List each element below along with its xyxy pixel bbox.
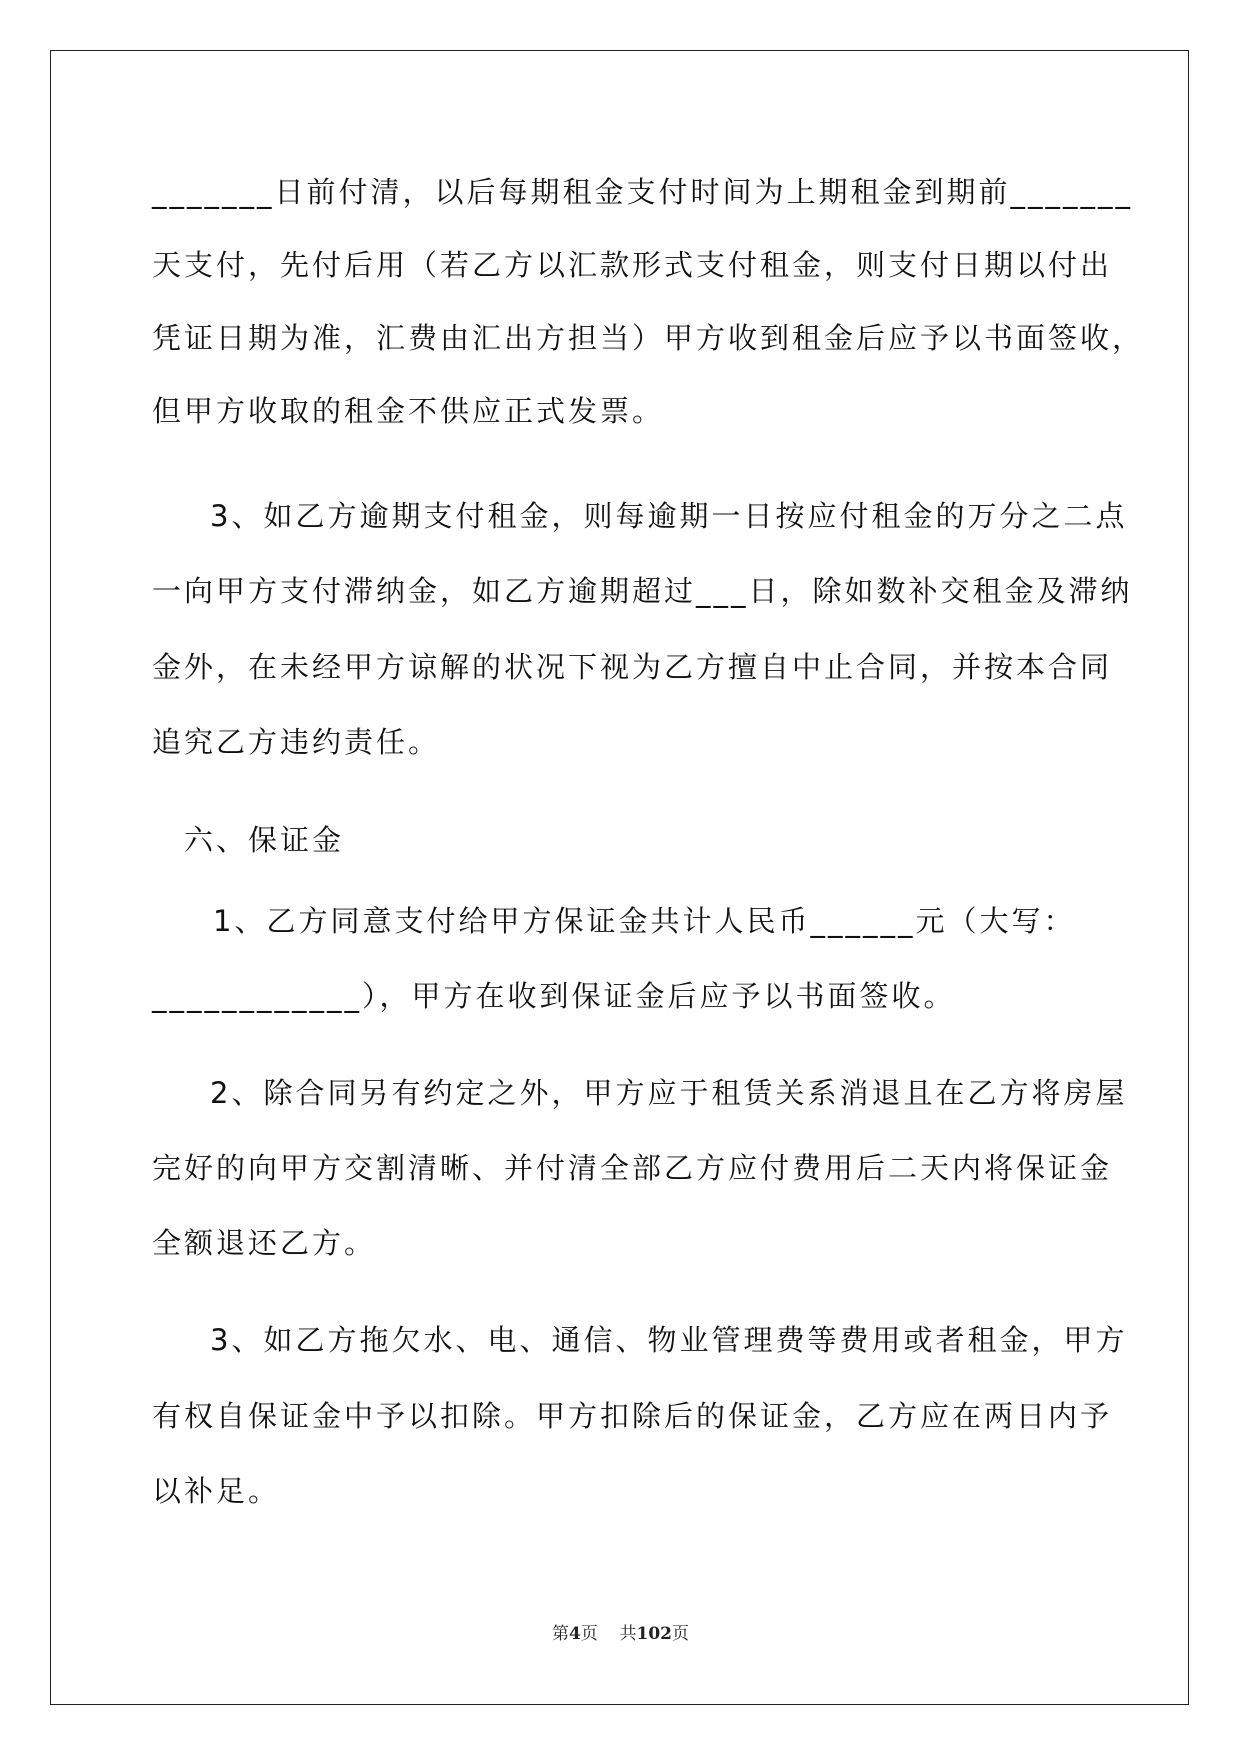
text-line-6: 一向甲方支付滞纳金，如乙方逾期超过___日，除如数补交租金及滞纳 <box>152 574 1133 608</box>
page-number: 4 <box>569 1624 581 1644</box>
footer-page-unit: 页 <box>580 1624 598 1644</box>
text-line-1: _______日前付清，以后每期租金支付时间为上期租金到期前_______ <box>152 175 1134 209</box>
footer-total-prefix: 共 <box>619 1624 637 1644</box>
text-line-14: 全额退还乙方。 <box>152 1226 377 1260</box>
total-pages: 102 <box>636 1624 672 1644</box>
text-line-12: 2、除合同另有约定之外，甲方应于租赁关系消退且在乙方将房屋 <box>210 1076 1128 1110</box>
text-line-8: 追究乙方违约责任。 <box>152 725 441 759</box>
text-line-10: 1、乙方同意支付给甲方保证金共计人民币______元（大写： <box>213 904 1076 938</box>
text-line-7: 金外，在未经甲方谅解的状况下视为乙方擅自中止合同，并按本合同 <box>152 650 1113 684</box>
text-line-13: 完好的向甲方交割清晰、并付清全部乙方应付费用后二天内将保证金 <box>152 1151 1113 1185</box>
text-line-16: 有权自保证金中予以扣除。甲方扣除后的保证金，乙方应在两日内予 <box>152 1399 1113 1433</box>
text-line-17: 以补足。 <box>152 1474 281 1508</box>
footer-prefix: 第 <box>552 1624 570 1644</box>
page-border <box>50 50 1189 1705</box>
text-line-2: 天支付，先付后用（若乙方以汇款形式支付租金，则支付日期以付出 <box>152 248 1113 282</box>
page-footer <box>0 1619 1241 1644</box>
text-line-15: 3、如乙方拖欠水、电、通信、物业管理费等费用或者租金，甲方 <box>210 1323 1128 1357</box>
text-line-11: ____________），甲方在收到保证金后应予以书面签收。 <box>152 979 956 1013</box>
section-heading: 六、保证金 <box>184 823 345 857</box>
text-line-5: 3、如乙方逾期支付租金，则每逾期一日按应付租金的万分之二点 <box>210 499 1128 533</box>
footer-total-unit: 页 <box>671 1624 689 1644</box>
text-line-4: 但甲方收取的租金不供应正式发票。 <box>152 394 665 428</box>
text-line-3: 凭证日期为准，汇费由汇出方担当）甲方收到租金后应予以书面签收， <box>152 321 1145 355</box>
